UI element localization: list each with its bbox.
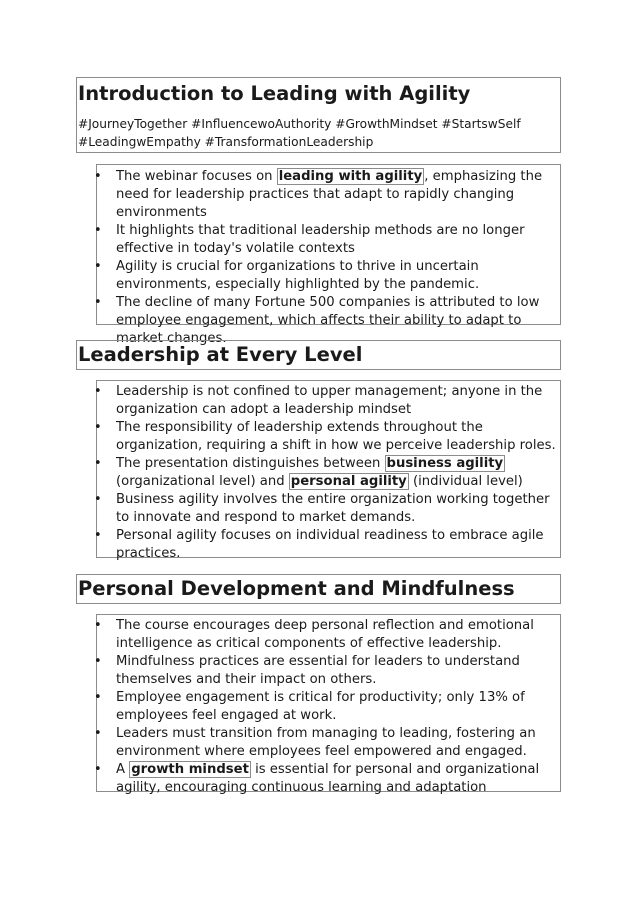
section-personal-list: [96, 614, 561, 795]
section-title-personal: Personal Development and Mindfulness: [78, 577, 515, 600]
section-leadership-list: [96, 380, 561, 561]
list-item: • Business agility involves the entire organization working together to innovate and respond to market demands.: [97, 491, 560, 527]
text: A: [116, 762, 130, 777]
text: The webinar focuses on: [116, 169, 277, 184]
text: (individual level): [408, 474, 523, 489]
list-item: [97, 761, 560, 797]
hashtags: [78, 115, 560, 151]
highlight-business-agility: business agility: [386, 456, 504, 471]
section-title-leadership: Leadership at Every Level: [78, 343, 363, 366]
list-item: • Leadership is not confined to upper management; anyone in the organization can adopt a leadership mindset: [97, 383, 560, 419]
list-item: • The course encourages deep personal reflection and emotional intelligence as critical components of effective leadership.: [97, 617, 560, 653]
list-item: • The decline of many Fortune 500 companies is attributed to low employee engagement, which affects their ability to adapt to market changes.: [97, 294, 560, 348]
list-item: • Employee engagement is critical for productivity; only 13% of employees feel engaged at work.: [97, 689, 560, 725]
section-personal-header: [76, 574, 561, 604]
list-item: • Leaders must transition from managing to leading, fostering an environment where employees feel empowered and engaged.: [97, 725, 560, 761]
list-item: • Mindfulness practices are essential for leaders to understand themselves and their impact on others.: [97, 653, 560, 689]
highlight-growth-mindset: growth mindset: [131, 762, 249, 777]
list-item: [97, 168, 560, 222]
section-leadership-header: [76, 340, 561, 370]
section-intro-header: [76, 77, 561, 153]
list-item: • The responsibility of leadership extends throughout the organization, requiring a shift in how we perceive leadership roles.: [97, 419, 560, 455]
list-item: • Agility is crucial for organizations to thrive in uncertain environments, especially highlighted by the pandemic.: [97, 258, 560, 294]
list-item: • Personal agility focuses on individual readiness to embrace agile practices.: [97, 527, 560, 563]
text: is essential for personal and organizational agility, encouraging continuous learning and adaptation: [116, 762, 540, 795]
list-item: [97, 455, 560, 491]
section-intro-list: [96, 164, 561, 346]
text: The presentation distinguishes between: [116, 456, 385, 471]
text: , emphasizing the need for leadership practices that adapt to rapidly changing environments: [116, 169, 543, 220]
hashtags-line-1: #JourneyTogether #InfluencewoAuthority #GrowthMindset #StartswSelf: [78, 117, 521, 131]
section-title-intro: Introduction to Leading with Agility: [78, 82, 471, 105]
highlight-leading-with-agility: leading with agility: [278, 169, 423, 184]
highlight-personal-agility: personal agility: [290, 474, 407, 489]
list-item: • It highlights that traditional leadership methods are no longer effective in today's volatile contexts: [97, 222, 560, 258]
hashtags-line-2: #LeadingwEmpathy #TransformationLeadership: [78, 135, 374, 149]
text: (organizational level) and: [116, 474, 289, 489]
